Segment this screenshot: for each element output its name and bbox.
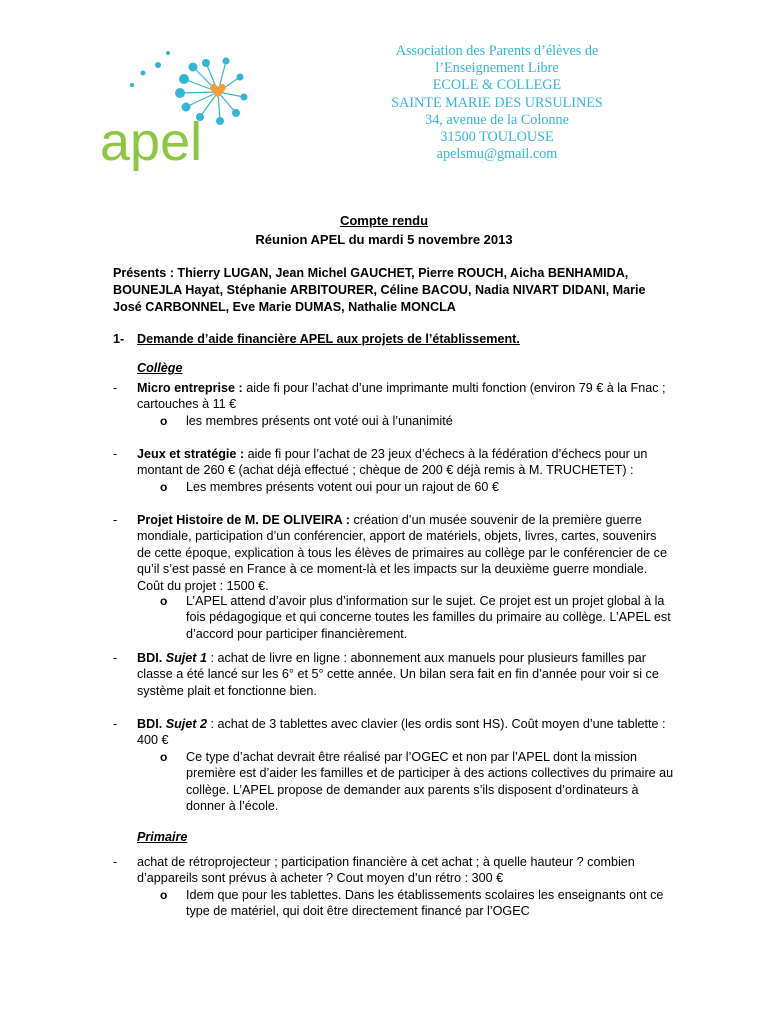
sub-bullet: o L’APEL attend d’avoir plus d’information sur le sujet. Ce projet est un projet global à la fois pédagogique et qui concerne toutes les familles du primaire au collège. L’APEL est d’accord pour participer financièrement. (160, 594, 671, 641)
page-subtitle: Réunion APEL du mardi 5 novembre 2013 (255, 232, 513, 247)
attendees-paragraph (113, 265, 668, 316)
list-item: - Projet Histoire de M. DE OLIVEIRA : création d’un musée souvenir de la première guerre mondiale, participation d’un conférencier, apport de matériels, objets, livres, cartes, souvenirs de cette époque, explication à tous les élèves de primaires au collège par le conférencier de ce qu’il s’est passé en France à ce moment-là et les impacts sur la deuxième guerre mondiale. Coût du projet : 1500 €. (113, 513, 667, 593)
attendees-names: Thierry LUGAN, Jean Michel GAUCHET, Pierre ROUCH, Aicha BENHAMIDA, BOUNEJLA Hayat, Stéphanie ARBITOURER, Céline BACOU, Nadia NIVART DIDANI, Marie José CARBONNEL, Eve Marie DUMAS, Nathalie MONCLA (113, 266, 646, 314)
primaire-heading: Primaire (137, 830, 188, 844)
apel-logo (98, 45, 258, 175)
list-item: - BDI. Sujet 2 : achat de 3 tablettes avec clavier (les ordis sont HS). Coût moyen d’une tablette : 400 € (113, 717, 666, 748)
college-heading: Collège (137, 361, 183, 375)
sub-bullet: o Ce type d’achat devrait être réalisé par l’OGEC et non par l’APEL dont la mission première est d’aider les familles et de participer à des actions collectives du primaire au collège. L’APEL propose de demander aux parents s’ils disposent d’ordinateurs à donner à l’école. (160, 750, 674, 814)
association-header (372, 43, 622, 163)
assoc-line: SAINTE MARIE DES URSULINES (391, 94, 603, 111)
list-item: - achat de rétroprojecteur ; participation financière à cet achat ; à quelle hauteur ? combien d’appareils sont prévus à acheter ? Cout moyen d’un rétro : 300 € (113, 855, 635, 886)
page-title: Compte rendu (339, 213, 429, 228)
assoc-line: ECOLE & COLLEGE (432, 77, 562, 94)
list-item: - Jeux et stratégie : aide fi pour l’achat de 23 jeux d’échecs à la fédération d’échecs pour un montant de 260 € (achat déjà effectué ; chèque de 200 € déjà remis à M. TRUCHETET) : (113, 447, 648, 478)
dandelion-icon (98, 45, 258, 175)
assoc-line: l’Enseignement Libre (435, 60, 559, 77)
svg-text:apel: apel (100, 112, 203, 172)
sub-bullet: o Idem que pour les tablettes. Dans les établissements scolaires les enseignants ont ce type de matériel, qui doit être directement financé par l’OGEC (160, 888, 664, 919)
sub-bullet: o les membres présents ont voté oui à l’unanimité (160, 414, 453, 428)
assoc-line: 31500 TOULOUSE (440, 129, 554, 146)
attendees-label: Présents : (113, 266, 174, 280)
assoc-line: 34, avenue de la Colonne (425, 111, 569, 128)
list-item: - BDI. Sujet 1 : achat de livre en ligne : abonnement aux manuels pour plusieurs familles par classe a été lancé sur les 6° et 5° cette année. Un bilan sera fait en fin d’année pour voir si ce système plait et fonctionne bien. (113, 651, 659, 698)
section-title: Demande d’aide financière APEL aux projets de l’établissement. (137, 332, 520, 346)
assoc-line: Association des Parents d’élèves de (395, 43, 599, 59)
sub-bullet: o Les membres présents votent oui pour un rajout de 60 € (160, 480, 499, 494)
assoc-email-link[interactable]: apelsmu@gmail.com (436, 146, 558, 163)
section-number: 1- (113, 332, 125, 346)
list-item: - Micro entreprise : aide fi pour l’achat d’une imprimante multi fonction (environ 79 € à la Fnac ; cartouches à 11 € (113, 381, 666, 412)
